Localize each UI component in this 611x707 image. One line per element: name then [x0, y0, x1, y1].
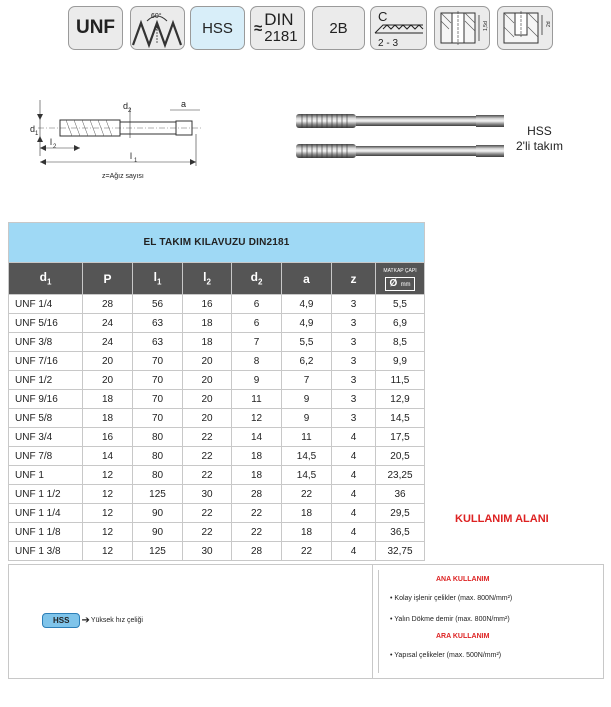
table-cell: 22: [282, 542, 332, 561]
table-cell: 70: [133, 409, 183, 428]
table-cell: 14: [83, 447, 133, 466]
legend-text: Yüksek hız çeliği: [90, 617, 143, 624]
arrow-right-icon: ➔: [81, 615, 90, 626]
table-cell: 11: [282, 428, 332, 447]
table-cell: 16: [83, 428, 133, 447]
product-caption: [516, 124, 563, 154]
table-row: [9, 314, 425, 333]
depth1-label: 1,5d: [483, 21, 489, 31]
table-cell: 22: [183, 428, 232, 447]
tolerance-class-label: 2B: [329, 19, 348, 37]
table-cell: 125: [133, 485, 183, 504]
table-cell: 18: [232, 447, 282, 466]
table-cell: 32,75: [376, 542, 425, 561]
secondary-usage-title: ARA KULLANIM: [436, 633, 490, 640]
table-cell: 4: [332, 485, 376, 504]
approx-symbol: ≈: [254, 19, 263, 37]
table-cell: UNF 5/16: [9, 314, 83, 333]
table-cell: 22: [183, 447, 232, 466]
unf-label: UNF: [75, 17, 116, 38]
hss-badge: [190, 6, 245, 50]
table-cell: 20,5: [376, 447, 425, 466]
table-row: [9, 295, 425, 314]
teeth-caption: z=Ağız sayısı: [102, 173, 144, 180]
table-row: [9, 542, 425, 561]
table-cell: 3: [332, 390, 376, 409]
table-cell: 20: [183, 409, 232, 428]
table-row: [9, 371, 425, 390]
table-cell: UNF 1: [9, 466, 83, 485]
table-cell: 18: [83, 409, 133, 428]
usage-divider-inner: [378, 570, 379, 673]
table-cell: 63: [133, 314, 183, 333]
table-cell: 28: [232, 542, 282, 561]
table-cell: 22: [232, 523, 282, 542]
table-cell: 9: [282, 409, 332, 428]
table-cell: UNF 3/8: [9, 333, 83, 352]
table-cell: 14,5: [376, 409, 425, 428]
angle-label: 60°: [151, 13, 162, 20]
blind-hole-icon: [498, 7, 552, 49]
table-cell: 36,5: [376, 523, 425, 542]
depth-badge-blind: [497, 6, 553, 50]
table-cell: 3: [332, 295, 376, 314]
table-cell: UNF 1 1/4: [9, 504, 83, 523]
table-cell: 4: [332, 428, 376, 447]
depth2-label: 2d: [546, 21, 552, 27]
table-cell: 18: [83, 390, 133, 409]
table-cell: 12,9: [376, 390, 425, 409]
table-cell: 3: [332, 352, 376, 371]
table-cell: 9: [282, 390, 332, 409]
table-cell: 18: [183, 333, 232, 352]
table-cell: 12: [83, 466, 133, 485]
table-cell: 22: [183, 466, 232, 485]
table-header-row: [9, 263, 425, 295]
table-cell: 16: [183, 295, 232, 314]
l1-sub: 1: [134, 158, 138, 164]
table-cell: UNF 9/16: [9, 390, 83, 409]
table-cell: 20: [183, 352, 232, 371]
table-cell: 11,5: [376, 371, 425, 390]
legend-hss-badge: HSS: [42, 613, 80, 628]
table-cell: 14,5: [282, 466, 332, 485]
header-a: a: [282, 263, 332, 295]
drill-header-unit: mm: [400, 281, 411, 288]
table-row: [9, 447, 425, 466]
unf-badge: [68, 6, 123, 50]
table-cell: 5,5: [282, 333, 332, 352]
table-cell: 56: [133, 295, 183, 314]
d2-sub: 2: [128, 108, 132, 114]
header-drill-diameter: [376, 263, 425, 295]
table-cell: 24: [83, 333, 133, 352]
d2-label: d: [123, 101, 129, 111]
table-row: [9, 523, 425, 542]
table-cell: 17,5: [376, 428, 425, 447]
header-p: P: [83, 263, 133, 295]
a-label: a: [181, 99, 187, 109]
table-cell: 125: [133, 542, 183, 561]
d1-label: d: [30, 124, 36, 134]
table-cell: 18: [232, 466, 282, 485]
usage-area-title: KULLANIM ALANI: [455, 513, 549, 525]
table-cell: 18: [183, 314, 232, 333]
table-cell: 6: [232, 295, 282, 314]
table-cell: 12: [232, 409, 282, 428]
table-cell: 20: [183, 371, 232, 390]
table-cell: UNF 1 1/2: [9, 485, 83, 504]
table-cell: 80: [133, 428, 183, 447]
table-cell: 12: [83, 504, 133, 523]
thread-profile-badge: [130, 6, 185, 50]
table-row: [9, 352, 425, 371]
table-cell: 90: [133, 504, 183, 523]
d1-sub: 1: [35, 131, 39, 137]
table-cell: 12: [83, 485, 133, 504]
tap-set-image: [292, 108, 512, 168]
chamfer-c-label: C: [378, 9, 388, 24]
header-d2: $d_2$: [232, 263, 282, 295]
table-cell: 36: [376, 485, 425, 504]
table-title: EL TAKIM KILAVUZU DIN2181: [9, 223, 425, 263]
table-cell: UNF 1/4: [9, 295, 83, 314]
table-cell: 8: [232, 352, 282, 371]
table-cell: 24: [83, 314, 133, 333]
table-cell: 18: [282, 504, 332, 523]
table-cell: 63: [133, 333, 183, 352]
table-cell: 4: [332, 523, 376, 542]
header-l2: $l_2$: [183, 263, 232, 295]
table-cell: 12: [83, 523, 133, 542]
diameter-icon: Ø: [389, 277, 398, 289]
table-cell: 28: [232, 485, 282, 504]
table-row: [9, 409, 425, 428]
table-row: [9, 466, 425, 485]
table-cell: UNF 5/8: [9, 409, 83, 428]
product-caption-line2: 2'li takım: [516, 139, 563, 153]
table-cell: 9: [232, 371, 282, 390]
table-cell: 30: [183, 485, 232, 504]
table-cell: 70: [133, 390, 183, 409]
table-cell: 14: [232, 428, 282, 447]
table-cell: 22: [282, 485, 332, 504]
table-cell: 22: [232, 504, 282, 523]
table-cell: 4: [332, 542, 376, 561]
table-cell: 8,5: [376, 333, 425, 352]
table-cell: 5,5: [376, 295, 425, 314]
depth-badge-through: [434, 6, 490, 50]
table-cell: 3: [332, 371, 376, 390]
table-cell: 3: [332, 314, 376, 333]
table-row: [9, 428, 425, 447]
din-badge: [250, 6, 305, 50]
table-row: [9, 485, 425, 504]
chamfer-badge: [370, 6, 427, 50]
table-cell: 6,2: [282, 352, 332, 371]
main-usage-item-2: • Yalın Dökme demir (max. 800N/mm²): [390, 616, 510, 623]
din-number: 2181: [264, 28, 298, 45]
drill-header-top: MATKAP ÇAPI: [383, 267, 417, 274]
table-cell: UNF 7/8: [9, 447, 83, 466]
table-cell: 4: [332, 447, 376, 466]
table-cell: 22: [183, 504, 232, 523]
table-cell: 70: [133, 371, 183, 390]
usage-panel: [390, 574, 600, 661]
usage-divider: [372, 564, 373, 679]
table-cell: 12: [83, 542, 133, 561]
table-cell: 18: [282, 523, 332, 542]
table-cell: 3: [332, 333, 376, 352]
table-cell: 30: [183, 542, 232, 561]
through-hole-icon: [435, 7, 489, 49]
table-cell: UNF 3/4: [9, 428, 83, 447]
hss-label: HSS: [202, 19, 233, 37]
table-cell: 4,9: [282, 295, 332, 314]
thread-profile-icon: [131, 7, 184, 49]
secondary-usage-item-1: • Yapısal çelikeler (max. 500N/mm²): [390, 652, 502, 659]
table-row: [9, 504, 425, 523]
main-usage-title: ANA KULLANIM: [436, 576, 490, 583]
table-cell: 70: [133, 352, 183, 371]
table-cell: UNF 7/16: [9, 352, 83, 371]
tolerance-class-badge: [312, 6, 365, 50]
table-cell: 7: [232, 333, 282, 352]
chamfer-range-label: 2 - 3: [378, 38, 399, 49]
legend: [42, 613, 143, 628]
header-z: z: [332, 263, 376, 295]
tap-dimension-drawing: [20, 90, 210, 185]
header-l1: $l_1$: [133, 263, 183, 295]
table-cell: 20: [83, 352, 133, 371]
table-cell: 11: [232, 390, 282, 409]
table-cell: 29,5: [376, 504, 425, 523]
table-cell: 14,5: [282, 447, 332, 466]
table-cell: UNF 1 3/8: [9, 542, 83, 561]
table-cell: 23,25: [376, 466, 425, 485]
main-usage-item-1: • Kolay işlenir çelikler (max. 800N/mm²): [390, 595, 513, 602]
table-cell: 4: [332, 504, 376, 523]
table-cell: UNF 1/2: [9, 371, 83, 390]
l2-sub: 2: [53, 144, 57, 150]
l1-label: l: [130, 151, 132, 161]
din-label: DIN: [264, 10, 294, 29]
table-cell: 3: [332, 409, 376, 428]
table-row: [9, 333, 425, 352]
spec-table: [8, 222, 425, 561]
table-cell: 90: [133, 523, 183, 542]
table-cell: 80: [133, 447, 183, 466]
table-cell: 28: [83, 295, 133, 314]
table-cell: 9,9: [376, 352, 425, 371]
table-cell: 20: [183, 390, 232, 409]
product-caption-line1: HSS: [527, 124, 552, 138]
pitch-label: P: [154, 27, 159, 33]
table-cell: 6,9: [376, 314, 425, 333]
table-row: [9, 390, 425, 409]
table-cell: UNF 1 1/8: [9, 523, 83, 542]
header-d1: $d_1$: [9, 263, 83, 295]
table-cell: 20: [83, 371, 133, 390]
table-cell: 6: [232, 314, 282, 333]
table-cell: 22: [183, 523, 232, 542]
table-cell: 4: [332, 466, 376, 485]
table-cell: 80: [133, 466, 183, 485]
table-cell: 4,9: [282, 314, 332, 333]
chamfer-icon: [371, 7, 426, 49]
l2-label: l: [50, 137, 52, 147]
table-cell: 7: [282, 371, 332, 390]
